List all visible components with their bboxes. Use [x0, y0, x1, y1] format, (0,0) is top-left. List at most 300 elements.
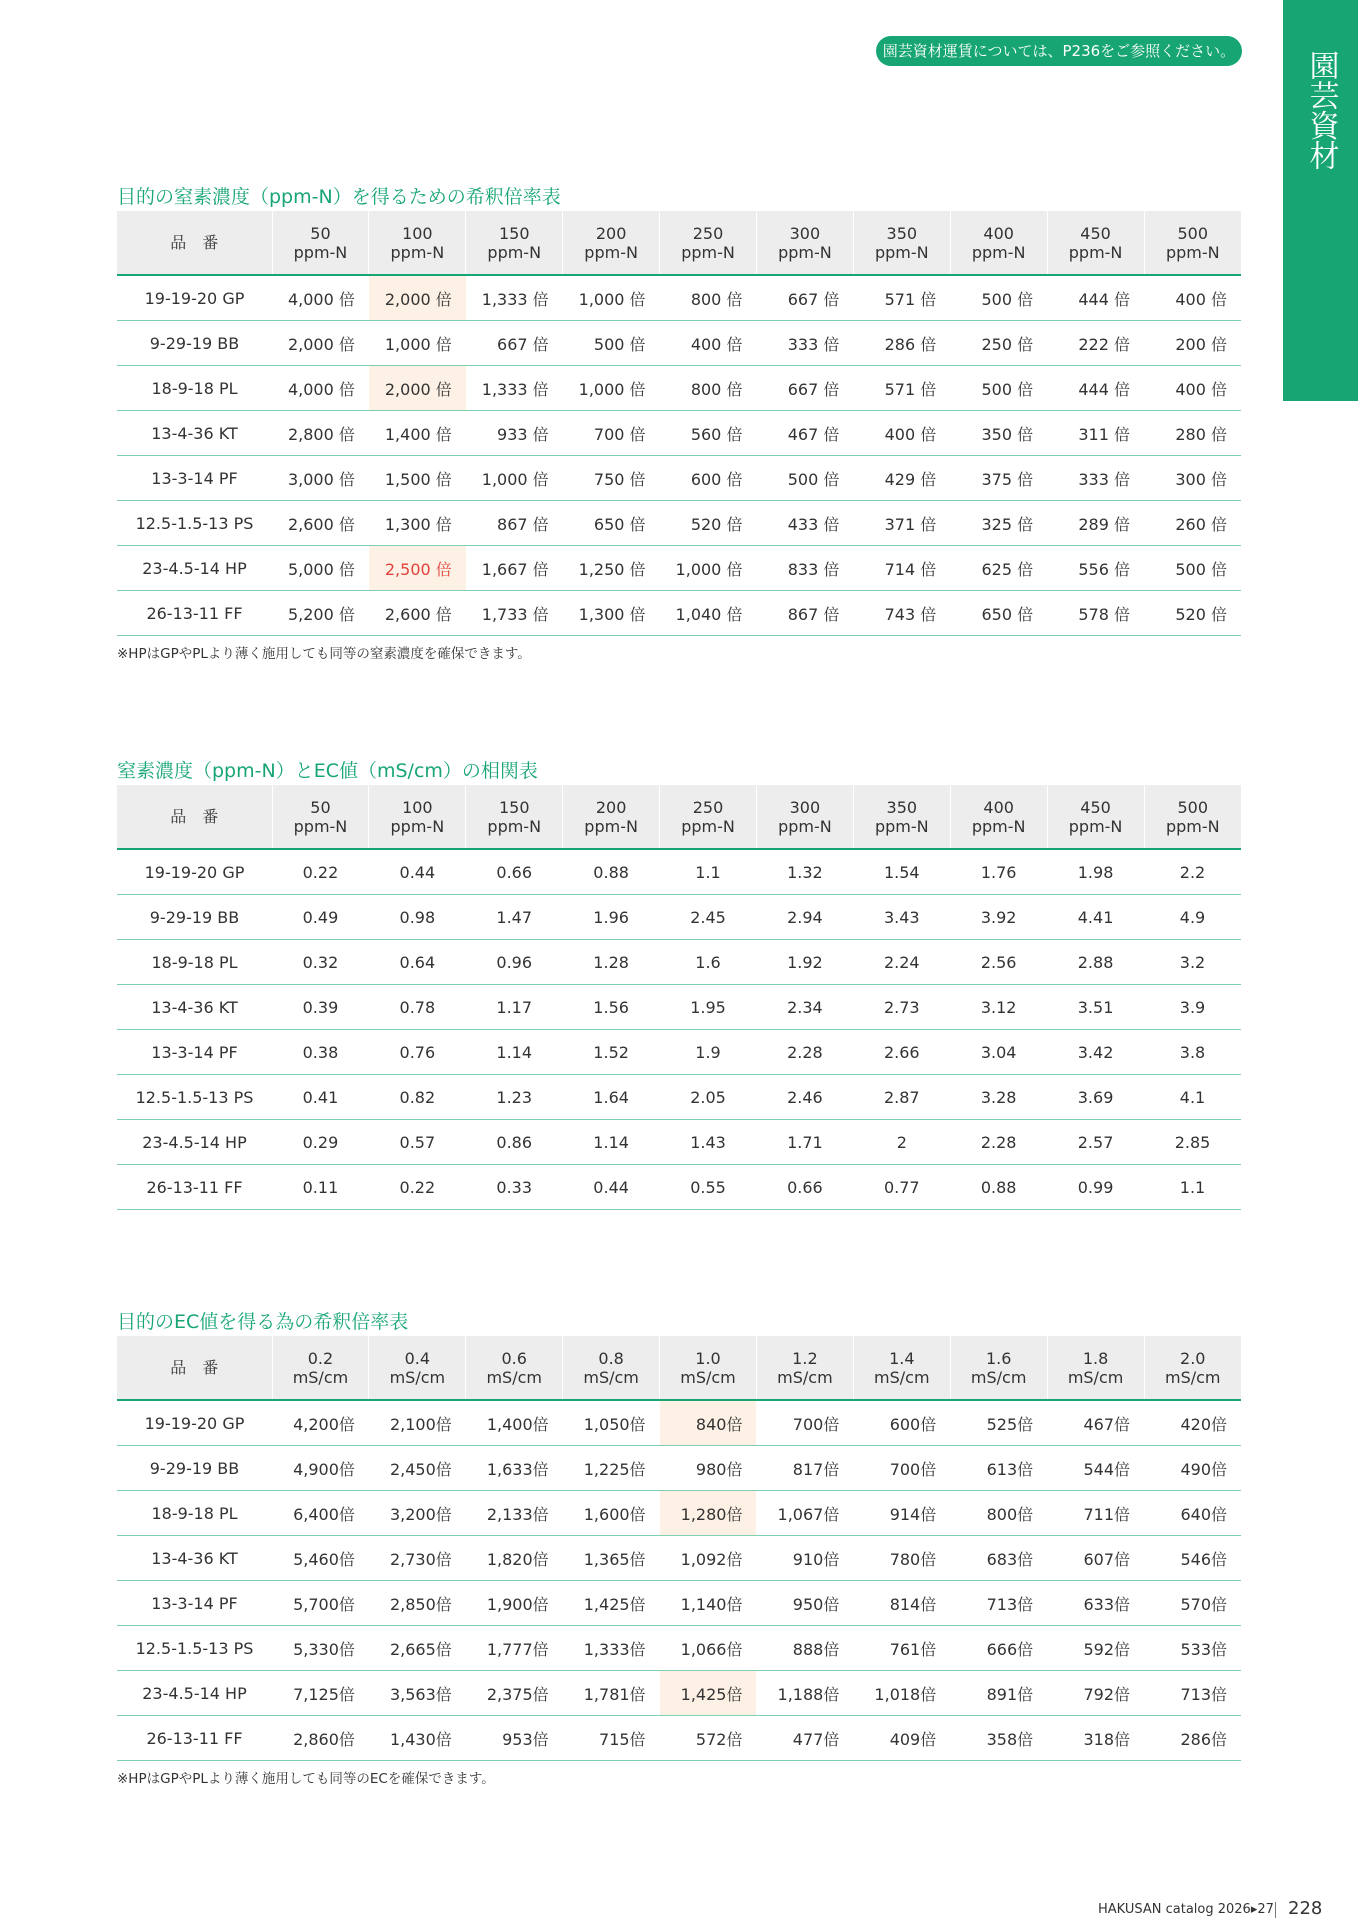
column-header-unit: mS/cm	[1165, 1367, 1221, 1387]
value-cell: 2.56	[950, 940, 1047, 985]
column-header	[272, 211, 369, 275]
value-cell: 933 倍	[466, 411, 563, 456]
value-cell: 433 倍	[756, 501, 853, 546]
value-cell: 625 倍	[950, 546, 1047, 591]
column-header-value: 150	[498, 797, 530, 817]
value-cell: 1,000 倍	[660, 546, 757, 591]
value-cell: 333 倍	[756, 321, 853, 366]
column-header-unit: ppm-N	[584, 242, 638, 262]
value-cell: 600倍	[853, 1400, 950, 1446]
value-cell: 0.33	[466, 1165, 563, 1210]
column-header-value: 0.8	[598, 1348, 624, 1368]
value-cell: 2,450倍	[369, 1446, 466, 1491]
value-cell: 0.44	[369, 849, 466, 895]
column-header	[272, 1336, 369, 1400]
product-code-cell: 23-4.5-14 HP	[117, 546, 272, 591]
value-cell: 0.41	[272, 1075, 369, 1120]
column-header-value: 100	[402, 223, 433, 243]
column-header-value: 450	[1080, 797, 1111, 817]
value-cell: 2	[853, 1120, 950, 1165]
column-header-value: 0.6	[501, 1348, 527, 1368]
value-cell: 3.28	[950, 1075, 1047, 1120]
column-header	[1144, 211, 1241, 275]
value-cell: 4,200倍	[272, 1400, 369, 1446]
value-cell: 650 倍	[563, 501, 660, 546]
column-header-unit: ppm-N	[293, 242, 348, 262]
value-cell: 1,050倍	[563, 1400, 660, 1446]
table-row	[117, 1581, 1241, 1626]
table-row	[117, 940, 1241, 985]
table-row	[117, 1075, 1241, 1120]
value-cell: 0.64	[369, 940, 466, 985]
column-header-unit: ppm-N	[487, 242, 542, 262]
table-row	[117, 321, 1241, 366]
column-header-value: 450	[1080, 223, 1111, 243]
column-header	[853, 1336, 950, 1400]
column-header-value: 50	[310, 223, 331, 243]
value-cell: 0.88	[950, 1165, 1047, 1210]
value-cell: 3.04	[950, 1030, 1047, 1075]
table-row	[117, 275, 1241, 321]
value-cell: 4.1	[1144, 1075, 1241, 1120]
column-header-value: 250	[692, 797, 724, 817]
product-code-cell: 23-4.5-14 HP	[117, 1671, 272, 1716]
column-header	[466, 211, 563, 275]
column-header-unit: ppm-N	[390, 816, 445, 836]
value-cell: 2,730倍	[369, 1536, 466, 1581]
value-cell: 1.14	[563, 1120, 660, 1165]
section-side-tab	[1283, 0, 1358, 401]
value-cell: 0.32	[272, 940, 369, 985]
value-cell: 700倍	[853, 1446, 950, 1491]
value-cell: 467 倍	[756, 411, 853, 456]
value-cell: 633倍	[1047, 1581, 1144, 1626]
table-row	[117, 501, 1241, 546]
value-cell: 1.28	[563, 940, 660, 985]
product-code-cell: 26-13-11 FF	[117, 1165, 272, 1210]
column-header	[660, 1336, 757, 1400]
value-cell: 1.52	[563, 1030, 660, 1075]
value-cell: 5,330倍	[272, 1626, 369, 1671]
value-cell: 910倍	[756, 1536, 853, 1581]
value-cell: 666倍	[950, 1626, 1047, 1671]
table-note: ※HPはGPやPLより薄く施用しても同等のECを確保できます。	[117, 1771, 495, 1787]
value-cell: 1,900倍	[466, 1581, 563, 1626]
value-cell: 1,092倍	[660, 1536, 757, 1581]
column-header	[466, 1336, 563, 1400]
section-title: 目的の窒素濃度（ppm-N）を得るための希釈倍率表	[117, 186, 561, 208]
value-cell: 0.77	[853, 1165, 950, 1210]
column-header-unit: ppm-N	[681, 816, 735, 836]
product-code-cell: 13-4-36 KT	[117, 1536, 272, 1581]
column-header-value: 300	[789, 223, 821, 243]
value-cell: 2,860倍	[272, 1716, 369, 1761]
table-row	[117, 1030, 1241, 1075]
column-header	[563, 211, 660, 275]
value-cell: 500 倍	[950, 275, 1047, 321]
table-row	[117, 1446, 1241, 1491]
value-cell: 0.22	[369, 1165, 466, 1210]
value-cell: 0.82	[369, 1075, 466, 1120]
column-header	[853, 211, 950, 275]
column-header	[756, 785, 853, 849]
value-cell: 200 倍	[1144, 321, 1241, 366]
value-cell: 1,018倍	[853, 1671, 950, 1716]
product-code-cell: 26-13-11 FF	[117, 591, 272, 636]
column-header	[756, 1336, 853, 1400]
value-cell: 600 倍	[660, 456, 757, 501]
column-header-value: 2.0	[1180, 1348, 1206, 1368]
value-cell: 817倍	[756, 1446, 853, 1491]
value-cell: 1,040 倍	[660, 591, 757, 636]
value-cell: 1,400 倍	[369, 411, 466, 456]
table-header-row	[117, 785, 1241, 849]
value-cell: 2.87	[853, 1075, 950, 1120]
column-header-value: 500	[1177, 223, 1209, 243]
column-header-unit: mS/cm	[292, 1367, 349, 1387]
value-cell: 3.12	[950, 985, 1047, 1030]
product-code-cell: 9-29-19 BB	[117, 321, 272, 366]
column-header-value: 150	[498, 223, 530, 243]
value-cell: 713倍	[950, 1581, 1047, 1626]
value-cell: 1,777倍	[466, 1626, 563, 1671]
value-cell: 3.51	[1047, 985, 1144, 1030]
value-cell: 950倍	[756, 1581, 853, 1626]
value-cell: 0.96	[466, 940, 563, 985]
value-cell: 711倍	[1047, 1491, 1144, 1536]
table-row	[117, 456, 1241, 501]
value-cell: 4,000 倍	[272, 366, 369, 411]
value-cell: 713倍	[1144, 1671, 1241, 1716]
value-cell: 3.92	[950, 895, 1047, 940]
section-title: 窒素濃度（ppm-N）とEC値（mS/cm）の相関表	[117, 760, 538, 782]
value-cell: 1,225倍	[563, 1446, 660, 1491]
value-cell: 1,333倍	[563, 1626, 660, 1671]
value-cell: 2.24	[853, 940, 950, 985]
value-cell: 800倍	[950, 1491, 1047, 1536]
value-cell: 400 倍	[1144, 275, 1241, 321]
value-cell: 700 倍	[563, 411, 660, 456]
value-cell: 2,000 倍	[369, 366, 466, 411]
table-row	[117, 546, 1241, 591]
column-header	[950, 1336, 1047, 1400]
value-cell: 400 倍	[853, 411, 950, 456]
column-header-unit: mS/cm	[583, 1367, 639, 1387]
value-cell: 2.28	[950, 1120, 1047, 1165]
product-code-cell: 13-3-14 PF	[117, 1581, 272, 1626]
value-cell: 800 倍	[660, 275, 757, 321]
value-cell: 3.42	[1047, 1030, 1144, 1075]
column-header-value: 250	[692, 223, 724, 243]
column-header-unit: ppm-N	[293, 816, 348, 836]
column-header-unit: ppm-N	[1165, 242, 1220, 262]
value-cell: 0.22	[272, 849, 369, 895]
value-cell: 1,400倍	[466, 1400, 563, 1446]
section-title: 目的のEC値を得る為の希釈倍率表	[117, 1311, 409, 1333]
value-cell: 280 倍	[1144, 411, 1241, 456]
value-cell: 2,000 倍	[369, 275, 466, 321]
column-header-value: 1.6	[985, 1348, 1012, 1368]
value-cell: 650 倍	[950, 591, 1047, 636]
value-cell: 444 倍	[1047, 275, 1144, 321]
value-cell: 500 倍	[756, 456, 853, 501]
column-header	[1047, 211, 1144, 275]
value-cell: 714 倍	[853, 546, 950, 591]
ppm-ec-correlation-section	[117, 757, 1241, 1210]
value-cell: 333 倍	[1047, 456, 1144, 501]
table-note: ※HPはGPやPLより薄く施用しても同等の窒素濃度を確保できます。	[117, 646, 531, 662]
product-code-cell: 18-9-18 PL	[117, 1491, 272, 1536]
value-cell: 1.1	[660, 849, 757, 895]
product-code-cell: 9-29-19 BB	[117, 895, 272, 940]
column-header-value: 100	[402, 797, 433, 817]
value-cell: 2,500 倍	[369, 546, 466, 591]
value-cell: 814倍	[853, 1581, 950, 1626]
value-cell: 5,700倍	[272, 1581, 369, 1626]
column-header-unit: ppm-N	[778, 242, 832, 262]
value-cell: 2.45	[660, 895, 757, 940]
value-cell: 0.99	[1047, 1165, 1144, 1210]
value-cell: 0.39	[272, 985, 369, 1030]
column-header-value: 1.4	[889, 1348, 915, 1368]
value-cell: 1,066倍	[660, 1626, 757, 1671]
table-header-row	[117, 1336, 1241, 1400]
column-header-value: 200	[595, 797, 627, 817]
value-cell: 571 倍	[853, 275, 950, 321]
column-header	[563, 785, 660, 849]
value-cell: 3.69	[1047, 1075, 1144, 1120]
value-cell: 1,140倍	[660, 1581, 757, 1626]
value-cell: 572倍	[660, 1716, 757, 1761]
value-cell: 0.29	[272, 1120, 369, 1165]
value-cell: 3,000 倍	[272, 456, 369, 501]
value-cell: 667 倍	[756, 275, 853, 321]
value-cell: 2.46	[756, 1075, 853, 1120]
value-cell: 0.49	[272, 895, 369, 940]
column-header-unit: mS/cm	[389, 1367, 446, 1387]
table-row	[117, 1400, 1241, 1446]
column-header-unit: mS/cm	[486, 1367, 542, 1387]
value-cell: 3.8	[1144, 1030, 1241, 1075]
value-cell: 1,250 倍	[563, 546, 660, 591]
column-header	[756, 211, 853, 275]
column-header	[1144, 785, 1241, 849]
column-header-unit: ppm-N	[584, 816, 638, 836]
value-cell: 1,000 倍	[466, 456, 563, 501]
column-header-unit: ppm-N	[1165, 816, 1220, 836]
value-cell: 2,375倍	[466, 1671, 563, 1716]
value-cell: 1.17	[466, 985, 563, 1030]
value-cell: 371 倍	[853, 501, 950, 546]
value-cell: 891倍	[950, 1671, 1047, 1716]
column-header-unit: ppm-N	[681, 242, 735, 262]
value-cell: 0.98	[369, 895, 466, 940]
value-cell: 1.98	[1047, 849, 1144, 895]
value-cell: 1.1	[1144, 1165, 1241, 1210]
freight-notice-badge: 園芸資材運賃については、P236をご参照ください。	[876, 36, 1242, 66]
product-code-cell: 26-13-11 FF	[117, 1716, 272, 1761]
column-header	[1047, 785, 1144, 849]
column-header	[369, 1336, 466, 1400]
value-cell: 0.78	[369, 985, 466, 1030]
value-cell: 667 倍	[756, 366, 853, 411]
value-cell: 3.43	[853, 895, 950, 940]
value-cell: 560 倍	[660, 411, 757, 456]
column-header-unit: ppm-N	[1068, 816, 1123, 836]
value-cell: 400 倍	[660, 321, 757, 366]
value-cell: 867 倍	[466, 501, 563, 546]
column-header	[853, 785, 950, 849]
value-cell: 1,425倍	[660, 1671, 757, 1716]
value-cell: 1,425倍	[563, 1581, 660, 1626]
column-header	[272, 785, 369, 849]
column-header-unit: ppm-N	[1068, 242, 1123, 262]
column-header-value: 1.0	[695, 1348, 721, 1368]
value-cell: 792倍	[1047, 1671, 1144, 1716]
value-cell: 0.88	[563, 849, 660, 895]
value-cell: 750 倍	[563, 456, 660, 501]
column-header-product: 品 番	[117, 1336, 272, 1400]
value-cell: 2,600 倍	[369, 591, 466, 636]
product-code-cell: 13-3-14 PF	[117, 1030, 272, 1075]
value-cell: 0.66	[466, 849, 563, 895]
value-cell: 800 倍	[660, 366, 757, 411]
column-header-value: 1.8	[1082, 1348, 1109, 1368]
product-code-cell: 19-19-20 GP	[117, 1400, 272, 1446]
value-cell: 2.28	[756, 1030, 853, 1075]
product-code-cell: 12.5-1.5-13 PS	[117, 501, 272, 546]
column-header-value: 0.2	[307, 1348, 334, 1368]
value-cell: 1,781倍	[563, 1671, 660, 1716]
value-cell: 4,900倍	[272, 1446, 369, 1491]
value-cell: 525倍	[950, 1400, 1047, 1446]
table-row	[117, 1120, 1241, 1165]
value-cell: 953倍	[466, 1716, 563, 1761]
value-cell: 1.14	[466, 1030, 563, 1075]
value-cell: 1,067倍	[756, 1491, 853, 1536]
value-cell: 613倍	[950, 1446, 1047, 1491]
footer-divider	[1275, 1902, 1276, 1918]
value-cell: 2,800 倍	[272, 411, 369, 456]
value-cell: 300 倍	[1144, 456, 1241, 501]
column-header-product: 品 番	[117, 785, 272, 849]
value-cell: 2,665倍	[369, 1626, 466, 1671]
value-cell: 375 倍	[950, 456, 1047, 501]
value-cell: 2.85	[1144, 1120, 1241, 1165]
value-cell: 500 倍	[950, 366, 1047, 411]
value-cell: 0.55	[660, 1165, 757, 1210]
product-code-cell: 19-19-20 GP	[117, 275, 272, 321]
value-cell: 444 倍	[1047, 366, 1144, 411]
value-cell: 1,333 倍	[466, 366, 563, 411]
value-cell: 1,633倍	[466, 1446, 563, 1491]
value-cell: 578 倍	[1047, 591, 1144, 636]
value-cell: 0.38	[272, 1030, 369, 1075]
page-number: 228	[1288, 1898, 1323, 1919]
value-cell: 2.34	[756, 985, 853, 1030]
value-cell: 1.96	[563, 895, 660, 940]
product-code-cell: 13-3-14 PF	[117, 456, 272, 501]
catalog-footer: HAKUSAN catalog 2026▸27	[1098, 1902, 1274, 1917]
product-code-cell: 18-9-18 PL	[117, 940, 272, 985]
value-cell: 1,000 倍	[563, 366, 660, 411]
product-code-cell: 9-29-19 BB	[117, 1446, 272, 1491]
value-cell: 1.6	[660, 940, 757, 985]
value-cell: 260 倍	[1144, 501, 1241, 546]
value-cell: 250 倍	[950, 321, 1047, 366]
value-cell: 3,563倍	[369, 1671, 466, 1716]
ppm-ec-correlation-table	[117, 785, 1241, 1210]
value-cell: 1,600倍	[563, 1491, 660, 1536]
value-cell: 4.9	[1144, 895, 1241, 940]
value-cell: 490倍	[1144, 1446, 1241, 1491]
value-cell: 400 倍	[1144, 366, 1241, 411]
column-header	[660, 211, 757, 275]
column-header	[466, 785, 563, 849]
product-code-cell: 19-19-20 GP	[117, 849, 272, 895]
value-cell: 700倍	[756, 1400, 853, 1446]
value-cell: 3.2	[1144, 940, 1241, 985]
value-cell: 2.94	[756, 895, 853, 940]
column-header-unit: mS/cm	[680, 1367, 736, 1387]
value-cell: 1.43	[660, 1120, 757, 1165]
value-cell: 743 倍	[853, 591, 950, 636]
value-cell: 0.44	[563, 1165, 660, 1210]
value-cell: 1,000 倍	[369, 321, 466, 366]
value-cell: 556 倍	[1047, 546, 1144, 591]
value-cell: 1,280倍	[660, 1491, 757, 1536]
value-cell: 546倍	[1144, 1536, 1241, 1581]
value-cell: 2.88	[1047, 940, 1144, 985]
value-cell: 1,188倍	[756, 1671, 853, 1716]
value-cell: 2.66	[853, 1030, 950, 1075]
side-tab-label: 園芸資材	[1303, 50, 1339, 170]
value-cell: 2,600 倍	[272, 501, 369, 546]
table-row	[117, 591, 1241, 636]
value-cell: 429 倍	[853, 456, 950, 501]
column-header-product: 品 番	[117, 211, 272, 275]
value-cell: 1.23	[466, 1075, 563, 1120]
value-cell: 3,200倍	[369, 1491, 466, 1536]
value-cell: 1.54	[853, 849, 950, 895]
table-row	[117, 411, 1241, 456]
column-header-unit: ppm-N	[487, 816, 542, 836]
column-header-value: 400	[983, 797, 1014, 817]
value-cell: 761倍	[853, 1626, 950, 1671]
value-cell: 2.05	[660, 1075, 757, 1120]
value-cell: 1.56	[563, 985, 660, 1030]
value-cell: 1,667 倍	[466, 546, 563, 591]
value-cell: 1,430倍	[369, 1716, 466, 1761]
value-cell: 0.86	[466, 1120, 563, 1165]
value-cell: 640倍	[1144, 1491, 1241, 1536]
value-cell: 914倍	[853, 1491, 950, 1536]
column-header	[369, 785, 466, 849]
value-cell: 286倍	[1144, 1716, 1241, 1761]
table-header-row	[117, 211, 1241, 275]
value-cell: 1,300 倍	[369, 501, 466, 546]
value-cell: 286 倍	[853, 321, 950, 366]
column-header-unit: ppm-N	[971, 816, 1026, 836]
table-row	[117, 1671, 1241, 1716]
column-header-value: 0.4	[404, 1348, 431, 1368]
column-header-unit: mS/cm	[970, 1367, 1027, 1387]
value-cell: 1.9	[660, 1030, 757, 1075]
value-cell: 2.2	[1144, 849, 1241, 895]
value-cell: 667 倍	[466, 321, 563, 366]
column-header-value: 350	[886, 223, 918, 243]
table-row	[117, 1626, 1241, 1671]
